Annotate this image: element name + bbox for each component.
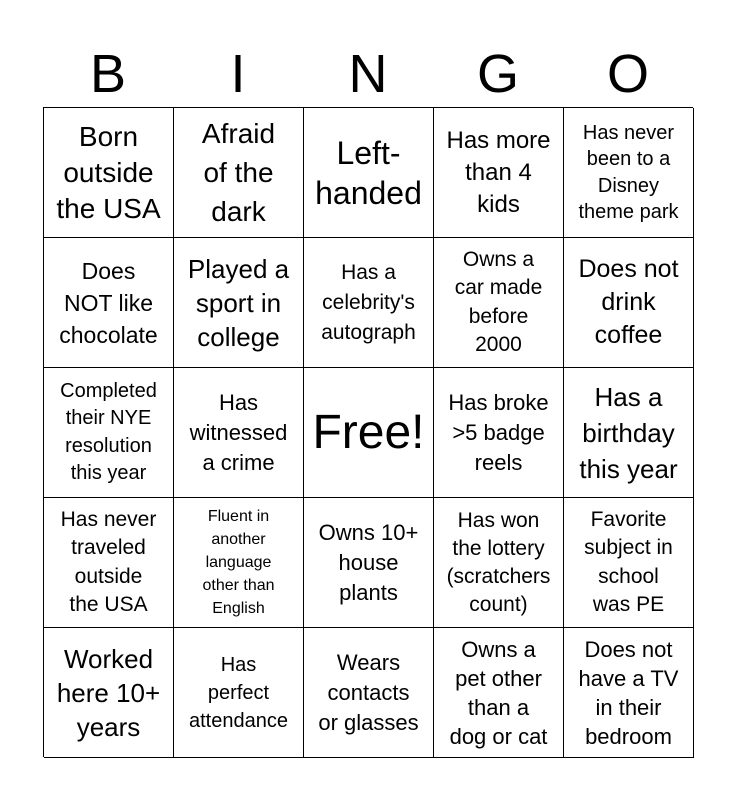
header-letter-b: B: [89, 44, 127, 104]
bingo-cell-label: Afraid of the dark: [201, 118, 276, 227]
bingo-cell[interactable]: [434, 368, 564, 498]
bingo-cell[interactable]: [174, 108, 304, 238]
bingo-cell[interactable]: [44, 108, 174, 238]
bingo-cell[interactable]: [174, 628, 304, 758]
bingo-cell[interactable]: [174, 238, 304, 368]
bingo-cell-label: Owns a car made before 2000: [454, 247, 543, 356]
bingo-cell-label: Has won the lottery (scratchers count): [446, 508, 551, 616]
header-letter-o: O: [606, 44, 649, 104]
bingo-cell[interactable]: [174, 498, 304, 628]
bingo-cell-label: Has more than 4 kids: [446, 126, 551, 218]
bingo-cell-label: Does not have a TV in their bedroom: [578, 636, 679, 749]
bingo-cell-label: Has never been to a Disney theme park: [578, 121, 679, 223]
bingo-grid: [43, 107, 693, 757]
bingo-cell[interactable]: [564, 238, 694, 368]
bingo-cell-label: Has perfect attendance: [189, 653, 288, 732]
bingo-cell-label: Completed their NYE resolution this year: [60, 379, 157, 484]
bingo-cell-label: Owns 10+ house plants: [318, 519, 419, 605]
bingo-cell-label: Has a celebrity's autograph: [321, 260, 416, 344]
bingo-cell[interactable]: [564, 628, 694, 758]
bingo-cell[interactable]: [44, 628, 174, 758]
header-letter-g: G: [476, 44, 519, 104]
bingo-cell-label: Does NOT like chocolate: [59, 257, 158, 348]
bingo-cell[interactable]: [174, 368, 304, 498]
bingo-cell-label: Free!: [312, 405, 425, 459]
bingo-cell[interactable]: [304, 108, 434, 238]
bingo-cell[interactable]: [434, 238, 564, 368]
bingo-cell-label: Left- handed: [315, 134, 422, 211]
free-space-cell[interactable]: [304, 368, 434, 498]
bingo-cell[interactable]: [304, 238, 434, 368]
bingo-cell-label: Has a birthday this year: [579, 381, 678, 484]
bingo-cell-label: Played a sport in college: [187, 253, 290, 352]
bingo-cell-label: Born outside the USA: [56, 120, 161, 224]
bingo-cell[interactable]: [44, 498, 174, 628]
bingo-cell[interactable]: [564, 498, 694, 628]
bingo-cell-label: Has never traveled outside the USA: [60, 507, 157, 616]
bingo-cell[interactable]: [44, 368, 174, 498]
header-letter-n: N: [348, 44, 388, 104]
bingo-cell-label: Wears contacts or glasses: [318, 649, 419, 735]
bingo-cell[interactable]: [44, 238, 174, 368]
bingo-cell[interactable]: [304, 628, 434, 758]
bingo-cell-label: Favorite subject in school was PE: [584, 507, 673, 616]
bingo-cell-label: Has witnessed a crime: [189, 389, 288, 475]
bingo-cell[interactable]: [434, 628, 564, 758]
bingo-cell[interactable]: [434, 108, 564, 238]
bingo-cell-label: Owns a pet other than a dog or cat: [449, 636, 548, 749]
bingo-cell[interactable]: [434, 498, 564, 628]
bingo-cell[interactable]: [304, 498, 434, 628]
bingo-cell-label: Does not drink coffee: [578, 255, 679, 349]
bingo-cell-label: Fluent in another language other than English: [202, 508, 275, 617]
header-letter-i: I: [230, 44, 246, 104]
bingo-cell-label: Has broke >5 badge reels: [448, 389, 549, 475]
bingo-header: [43, 42, 693, 106]
bingo-cell-label: Worked here 10+ years: [56, 643, 161, 742]
bingo-cell[interactable]: [564, 108, 694, 238]
bingo-cell[interactable]: [564, 368, 694, 498]
